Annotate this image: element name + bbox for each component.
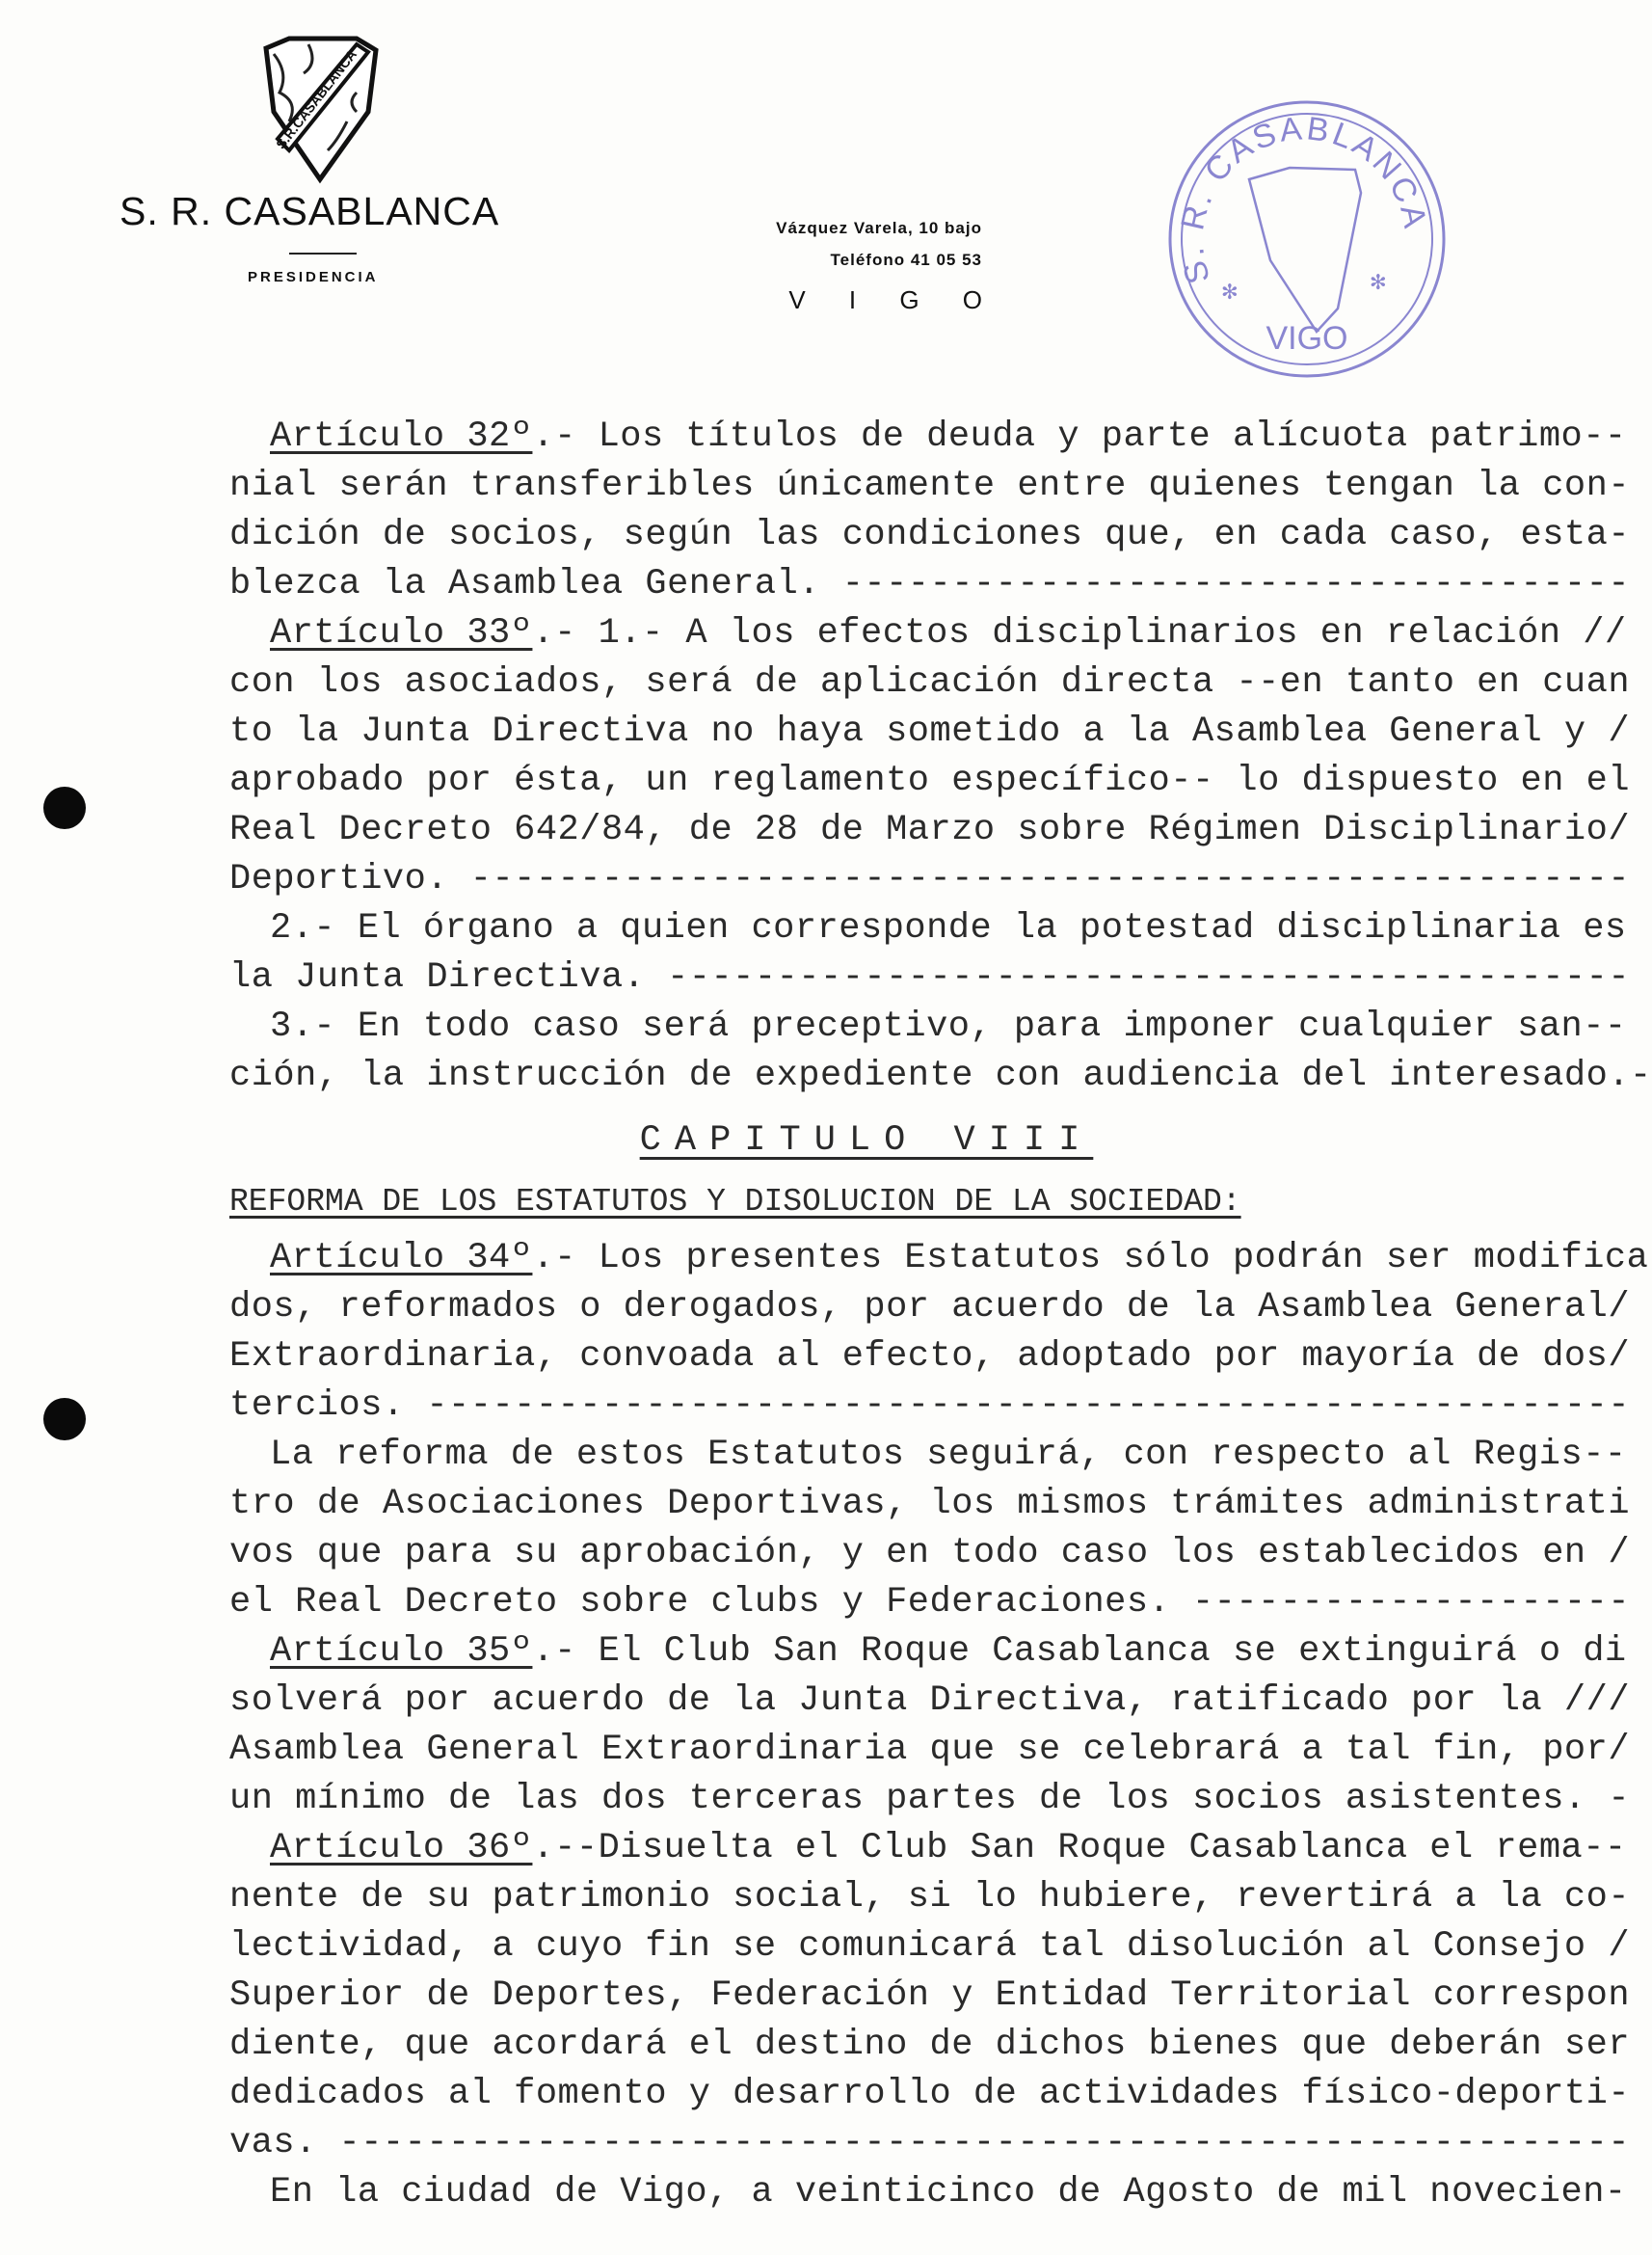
club-stamp: [1164, 96, 1450, 382]
phone: Teléfono 41 05 53: [830, 251, 982, 269]
line-text: la Junta Directiva. --------------------------------------------: [229, 957, 1631, 998]
text-line: [229, 1775, 1631, 1824]
line-text: solverá por acuerdo de la Junta Directiva, ratificado por la ///: [229, 1680, 1631, 1721]
chapter-heading: CAPITULO VIII: [639, 1120, 1094, 1161]
line-text: 2.- El órgano a quien corresponde la potestad disciplinaria es: [270, 908, 1627, 949]
text-line: [229, 1382, 1631, 1431]
text-line: [229, 855, 1631, 904]
line-text: blezca la Asamblea General. ------------------------------------: [229, 564, 1631, 604]
line-text: .- Los títulos de deuda y parte alícuota patrimo--: [532, 416, 1627, 457]
club-crest-logo: [260, 35, 382, 181]
text-line: [229, 1922, 1631, 1972]
text-line: [229, 953, 1631, 1003]
department-label: PRESIDENCIA: [248, 269, 379, 285]
punch-hole: [43, 1398, 86, 1440]
text-line: [229, 2021, 1631, 2070]
line-text: La reforma de estos Estatutos seguirá, con respecto al Regis--: [270, 1435, 1627, 1475]
punch-hole: [43, 787, 86, 829]
text-line: [229, 658, 1631, 708]
section-heading: REFORMA DE LOS ESTATUTOS Y DISOLUCION DE LA SOCIEDAD:: [229, 1184, 1241, 1220]
text-line: [229, 1283, 1631, 1332]
text-line: [229, 1972, 1631, 2021]
text-line: [229, 806, 1631, 855]
line-text: Asamblea General Extraordinaria que se celebrará a tal fin, por/: [229, 1730, 1631, 1770]
line-text: diente, que acordará el destino de dichos bienes que deberán ser: [229, 2025, 1631, 2065]
address: Vázquez Varela, 10 bajo: [776, 219, 982, 237]
text-line: [229, 1234, 1649, 1283]
line-text: dición de socios, según las condiciones que, en cada caso, esta-: [229, 515, 1631, 555]
text-line: [229, 1431, 1627, 1480]
text-line: [229, 560, 1631, 609]
line-text: Real Decreto 642/84, de 28 de Marzo sobre Régimen Disciplinario/: [229, 810, 1631, 850]
article-label: Artículo 32º: [270, 416, 533, 457]
line-text: .- El Club San Roque Casablanca se extinguirá o di: [532, 1631, 1627, 1672]
line-text: .--Disuelta el Club San Roque Casablanca el rema--: [532, 1828, 1627, 1868]
line-text: tro de Asociaciones Deportivas, los mismos trámites administrati: [229, 1484, 1631, 1524]
text-line: [229, 1726, 1631, 1775]
text-line: [229, 757, 1631, 806]
line-text: dedicados al fomento y desarrollo de actividades físico-deporti-: [229, 2074, 1631, 2114]
text-line: [229, 2119, 1631, 2168]
line-text: Extraordinaria, convoada al efecto, adoptado por mayoría de dos/: [229, 1336, 1631, 1377]
articles-32-33: [229, 413, 1652, 1101]
club-name: S. R. CASABLANCA: [120, 189, 500, 233]
articles-34-36: [229, 1234, 1649, 2217]
line-text: lectividad, a cuyo fin se comunicará tal disolución al Consejo /: [229, 1926, 1631, 1967]
svg-text:✻: ✻: [1222, 278, 1238, 307]
line-text: to la Junta Directiva no haya sometido a la Asamblea General y /: [229, 711, 1631, 752]
line-text: .- 1.- A los efectos disciplinarios en relación //: [532, 613, 1627, 654]
svg-text:S.R.CASABLANCA: S.R.CASABLANCA: [272, 46, 360, 152]
text-line: [229, 462, 1631, 511]
text-line: [229, 1332, 1631, 1382]
line-text: .- Los presentes Estatutos sólo podrán ser modifica: [532, 1238, 1649, 1278]
text-line: [229, 2168, 1627, 2217]
line-text: tercios. -------------------------------------------------------: [229, 1385, 1631, 1426]
line-text: ción, la instrucción de expediente con audiencia del interesado.-: [229, 1056, 1652, 1096]
article-label: Artículo 34º: [270, 1238, 533, 1278]
text-line: [229, 1480, 1631, 1529]
line-text: vos que para su aprobación, y en todo caso los establecidos en /: [229, 1533, 1631, 1573]
line-text: vas. -----------------------------------------------------------: [229, 2123, 1631, 2163]
text-line: [229, 413, 1627, 462]
text-line: [229, 511, 1631, 560]
text-line: [229, 904, 1627, 953]
city: V I G O: [788, 285, 1000, 314]
line-text: un mínimo de las dos terceras partes de los socios asistentes. -: [229, 1779, 1631, 1819]
article-label: Artículo 36º: [270, 1828, 533, 1868]
stamp-top-text: S. R. CASABLANCA: [1173, 110, 1434, 288]
svg-text:✻: ✻: [1371, 268, 1386, 297]
article-label: Artículo 33º: [270, 613, 533, 654]
text-line: [229, 708, 1631, 757]
text-line: [229, 1677, 1631, 1726]
text-line: [229, 1627, 1627, 1677]
text-line: [229, 1529, 1631, 1578]
line-text: Superior de Deportes, Federación y Entidad Territorial correspon: [229, 1975, 1631, 2016]
text-line: [229, 1873, 1631, 1922]
text-line: [229, 2070, 1631, 2119]
text-line: [229, 609, 1627, 658]
article-label: Artículo 35º: [270, 1631, 533, 1672]
divider: [289, 253, 357, 255]
line-text: el Real Decreto sobre clubs y Federaciones. --------------------: [229, 1582, 1631, 1623]
text-line: [229, 1578, 1631, 1627]
line-text: Deportivo. -----------------------------------------------------: [229, 859, 1631, 899]
line-text: aprobado por ésta, un reglamento específico-- lo dispuesto en el: [229, 761, 1631, 801]
line-text: En la ciudad de Vigo, a veinticinco de Agosto de mil novecien-: [270, 2172, 1627, 2213]
text-line: [229, 1824, 1627, 1873]
text-line: [229, 1052, 1652, 1101]
stamp-bottom-text: VIGO: [1266, 320, 1348, 357]
line-text: nial serán transferibles únicamente entre quienes tengan la con-: [229, 466, 1631, 506]
text-line: [229, 1003, 1627, 1052]
line-text: nente de su patrimonio social, si lo hubiere, revertirá a la co-: [229, 1877, 1631, 1918]
line-text: con los asociados, será de aplicación directa --en tanto en cuan: [229, 662, 1631, 703]
svg-text:S. R. CASABLANCA: [1174, 110, 1434, 287]
line-text: 3.- En todo caso será preceptivo, para imponer cualquier san--: [270, 1007, 1627, 1047]
line-text: dos, reformados o derogados, por acuerdo de la Asamblea General/: [229, 1287, 1631, 1328]
document-body: [229, 413, 1652, 2217]
